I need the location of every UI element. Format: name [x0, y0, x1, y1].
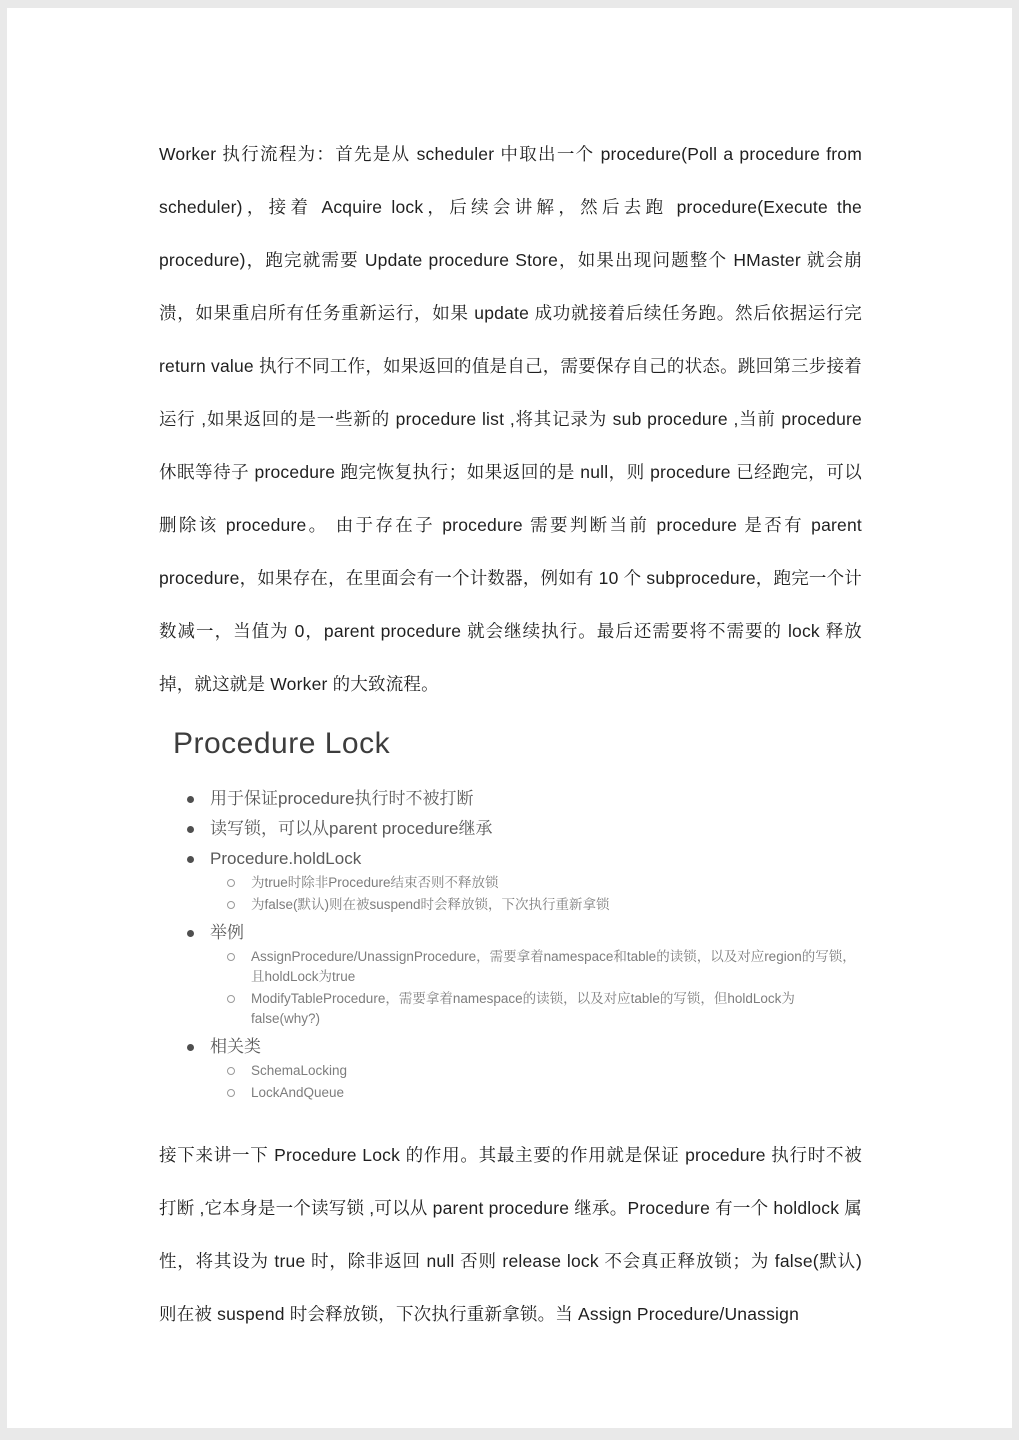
list-item-text: SchemaLocking: [251, 1063, 348, 1078]
paragraph-worker-flow: Worker 执行流程为：首先是从 scheduler 中取出一个 procedure(Poll a procedure from scheduler)，接着 Acquire lock，后续会讲解，然后去跑 procedure(Execute the procedure)，跑完就需要 Update procedure Store，如果出现问题整个 HMaster 就会崩溃，如果重启所有任务重新运行，如果 update 成功就接着后续任务跑。然后依据运行完 return value 执行不同工作，如果返回的值是自己，需要保存自己的状态。跳回第三步接着运行 ,如果返回的是一些新的 procedure list ,将其记录为 sub procedure ,当前 procedure 休眠等待子 procedure 跑完恢复执行；如果返回的是 null，则 procedure 已经跑完，可以删除该 procedure。 由于存在子 procedure 需要判断当前 procedure 是否有 parent procedure，如果存在，在里面会有一个计数器，例如有 10 个 subprocedure，跑完一个计数减一，当值为 0，parent procedure 就会继续执行。最后还需要将不需要的 lock 释放掉，就这就是 Worker 的大致流程。: [159, 144, 862, 694]
list-item: [187, 817, 862, 841]
list-item: [227, 895, 862, 915]
bullet-circle-icon: [227, 901, 235, 909]
bullet-dot-icon: [187, 826, 194, 833]
list-item: [187, 847, 862, 871]
document-page: [7, 8, 1012, 1428]
list-item: [227, 873, 862, 893]
list-item: [227, 1061, 862, 1081]
list-item: [227, 989, 862, 1029]
list-item-text: Procedure.holdLock: [210, 849, 362, 868]
slide-title: Procedure Lock: [173, 727, 391, 760]
bullet-circle-icon: [227, 1067, 235, 1075]
bullet-circle-icon: [227, 1089, 235, 1097]
list-item-text: 用于保证procedure执行时不被打断: [210, 789, 474, 808]
list-item-text: 读写锁，可以从parent procedure继承: [210, 819, 493, 838]
list-item-text: LockAndQueue: [251, 1085, 345, 1100]
list-item: [227, 1083, 862, 1103]
list-item: [227, 947, 862, 987]
list-item-text: 相关类: [210, 1037, 261, 1056]
list-item-text: AssignProcedure/UnassignProcedure，需要拿着namespace和table的读锁，以及对应region的写锁，且holdLock为true: [251, 949, 856, 984]
paragraph-procedure-lock: 接下来讲一下 Procedure Lock 的作用。其最主要的作用就是保证 procedure 执行时不被打断 ,它本身是一个读写锁 ,可以从 parent procedure 继承。Procedure 有一个 holdlock 属性，将其设为 true 时，除非返回 null 否则 release lock 不会真正释放锁；为 false(默认) 则在被 suspend 时会释放锁，下次执行重新拿锁。当 Assign Procedure/Unassign: [159, 1145, 862, 1324]
slide-screenshot: [171, 723, 862, 1103]
bullet-list: [171, 787, 862, 1103]
list-item-text: ModifyTableProcedure，需要拿着namespace的读锁，以及对应table的写锁，但holdLock为false(why?): [251, 991, 795, 1026]
list-item-text: 举例: [210, 923, 244, 942]
list-item-text: 为false(默认)则在被suspend时会释放锁，下次执行重新拿锁: [251, 897, 610, 912]
list-item: [187, 1035, 862, 1059]
bullet-circle-icon: [227, 879, 235, 887]
list-item-text: 为true时除非Procedure结束否则不释放锁: [251, 875, 499, 890]
bullet-dot-icon: [187, 796, 194, 803]
page-content: [7, 8, 1012, 1341]
bullet-dot-icon: [187, 1044, 194, 1051]
bullet-dot-icon: [187, 856, 194, 863]
bullet-dot-icon: [187, 930, 194, 937]
bullet-circle-icon: [227, 953, 235, 961]
list-item: [187, 921, 862, 945]
list-item: [187, 787, 862, 811]
bullet-circle-icon: [227, 995, 235, 1003]
